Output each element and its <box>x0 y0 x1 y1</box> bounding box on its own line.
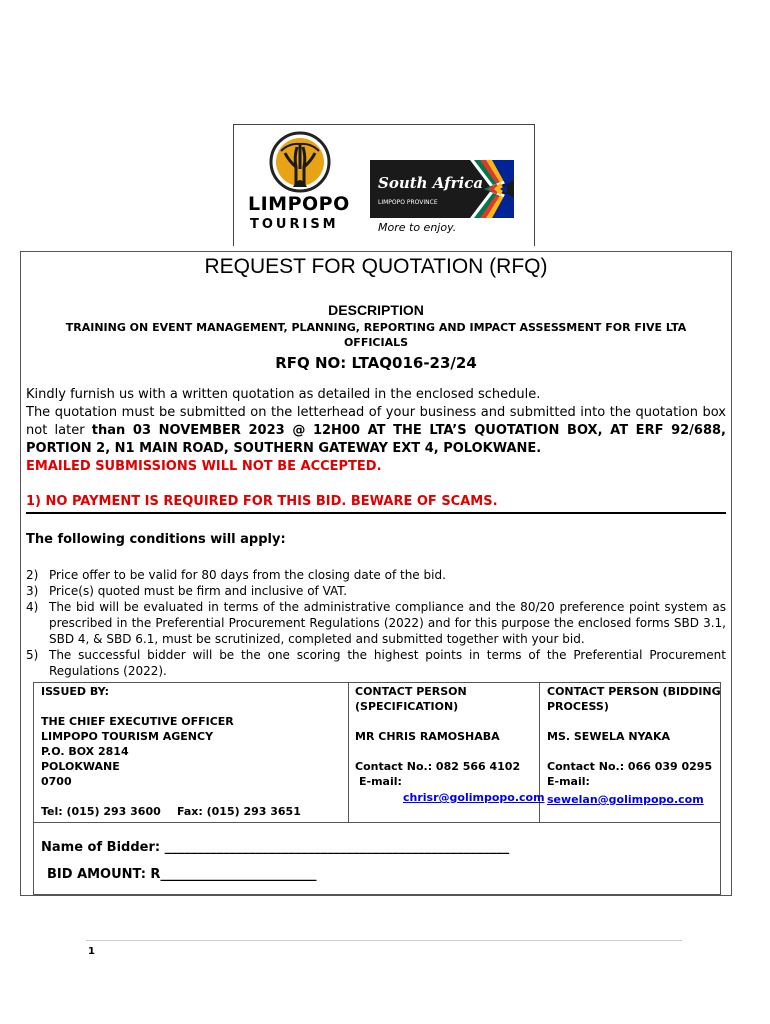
table-border-bottom <box>33 894 721 895</box>
intro-line-2 <box>26 404 726 458</box>
list-item <box>26 583 726 599</box>
spec-label-1: CONTACT PERSON <box>355 685 467 698</box>
table-divider-row <box>33 822 721 823</box>
footer-divider <box>86 940 682 941</box>
intro-text: The quotation must be submitted on the letterhead of your business and submitted into the quotation box not later <box>26 405 726 438</box>
list-text: The successful bidder will be the one scoring the highest points in terms of the Preferential Procurement Regulations (2022). <box>49 648 726 678</box>
issued-line-2: LIMPOPO TOURISM AGENCY <box>41 730 214 743</box>
list-number: 3) <box>26 584 39 598</box>
rfq-number: RFQ NO: LTAQ016-23/24 <box>275 354 477 372</box>
no-payment-warning: 1) NO PAYMENT IS REQUIRED FOR THIS BID. BEWARE OF SCAMS. <box>26 494 498 509</box>
spec-label-2: (SPECIFICATION) <box>355 700 459 713</box>
bid-contact: Contact No.: 066 039 0295 <box>547 760 713 773</box>
bid-name: MS. SEWELA NYAKA <box>547 730 670 743</box>
table-divider-1 <box>348 682 349 822</box>
list-text: Price offer to be valid for 80 days from the closing date of the bid. <box>49 568 446 582</box>
issued-line-3: P.O. BOX 2814 <box>41 745 129 758</box>
list-number: 2) <box>26 568 39 582</box>
list-item <box>26 599 726 647</box>
list-text: The bid will be evaluated in terms of the administrative compliance and the 80/20 preference point system as prescribed in the Preferential Procurement Regulations (2022) and for this purpose the enclosed forms SBD 3.1, SBD 4, & SBD 6.1, must be scrutinized, completed and submitted together with your bid. <box>49 600 726 646</box>
description-text: TRAINING ON EVENT MANAGEMENT, PLANNING, REPORTING AND IMPACT ASSESSMENT FOR FIVE LTA OFFICIALS <box>65 321 687 349</box>
conditions-list <box>26 567 726 679</box>
list-item <box>26 567 726 583</box>
bidder-name-field[interactable]: Name of Bidder: _____________________________________________________ <box>41 840 510 855</box>
issued-tel: Tel: (015) 293 3600 <box>41 805 161 818</box>
limpopo-wordmark: LIMPOPO <box>248 193 350 215</box>
list-number: 4) <box>26 600 39 614</box>
issued-line-5: 0700 <box>41 775 72 788</box>
spec-contact: Contact No.: 082 566 4102 <box>355 760 521 773</box>
list-item <box>26 647 726 679</box>
table-border-right <box>720 682 721 895</box>
bid-email-label: E-mail: <box>547 775 590 788</box>
issued-fax: Fax: (015) 293 3651 <box>177 805 301 818</box>
south-africa-flag-logo <box>370 160 514 218</box>
tourism-wordmark: TOURISM <box>250 217 339 232</box>
intro-line-1: Kindly furnish us with a written quotation as detailed in the enclosed schedule. <box>26 387 541 402</box>
limpopo-province-text: LIMPOPO PROVINCE <box>378 199 438 206</box>
table-border-left <box>33 682 34 895</box>
list-number: 5) <box>26 648 39 662</box>
spec-name: MR CHRIS RAMOSHABA <box>355 730 500 743</box>
sa-slogan: More to enjoy. <box>378 221 457 234</box>
list-text: Price(s) quoted must be firm and inclusive of VAT. <box>49 584 348 598</box>
south-africa-brand-text: South Africa <box>378 174 484 192</box>
spec-email-label: E-mail: <box>359 775 402 788</box>
divider <box>26 512 726 514</box>
conditions-heading: The following conditions will apply: <box>26 532 286 547</box>
issued-line-4: POLOKWANE <box>41 760 120 773</box>
bid-amount-field[interactable]: BID AMOUNT: R________________________ <box>47 867 317 882</box>
description-heading: DESCRIPTION <box>328 302 424 318</box>
page-number: 1 <box>88 946 95 957</box>
intro-deadline: than 03 NOVEMBER 2023 @ 12H00 AT THE LTA’S QUOTATION BOX, AT ERF 92/688, PORTION 2, N1 MAIN ROAD, SOUTHERN GATEWAY EXT 4, POLOKWANE. <box>26 423 726 456</box>
table-border-top <box>33 682 721 683</box>
page-title: REQUEST FOR QUOTATION (RFQ) <box>204 255 548 278</box>
contact-table <box>33 682 721 895</box>
issued-line-1: THE CHIEF EXECUTIVE OFFICER <box>41 715 234 728</box>
issued-label: ISSUED BY: <box>41 685 110 698</box>
intro-paragraph <box>26 386 726 476</box>
baobab-tree-icon <box>269 129 331 195</box>
logo-block <box>233 124 535 246</box>
emailed-warning: EMAILED SUBMISSIONS WILL NOT BE ACCEPTED. <box>26 459 382 474</box>
bid-email-link[interactable]: sewelan@golimpopo.com <box>547 793 704 806</box>
spec-email-link[interactable]: chrisr@golimpopo.com <box>403 791 545 804</box>
bid-label-2: PROCESS) <box>547 700 609 713</box>
bid-label-1: CONTACT PERSON (BIDDING <box>547 685 721 698</box>
